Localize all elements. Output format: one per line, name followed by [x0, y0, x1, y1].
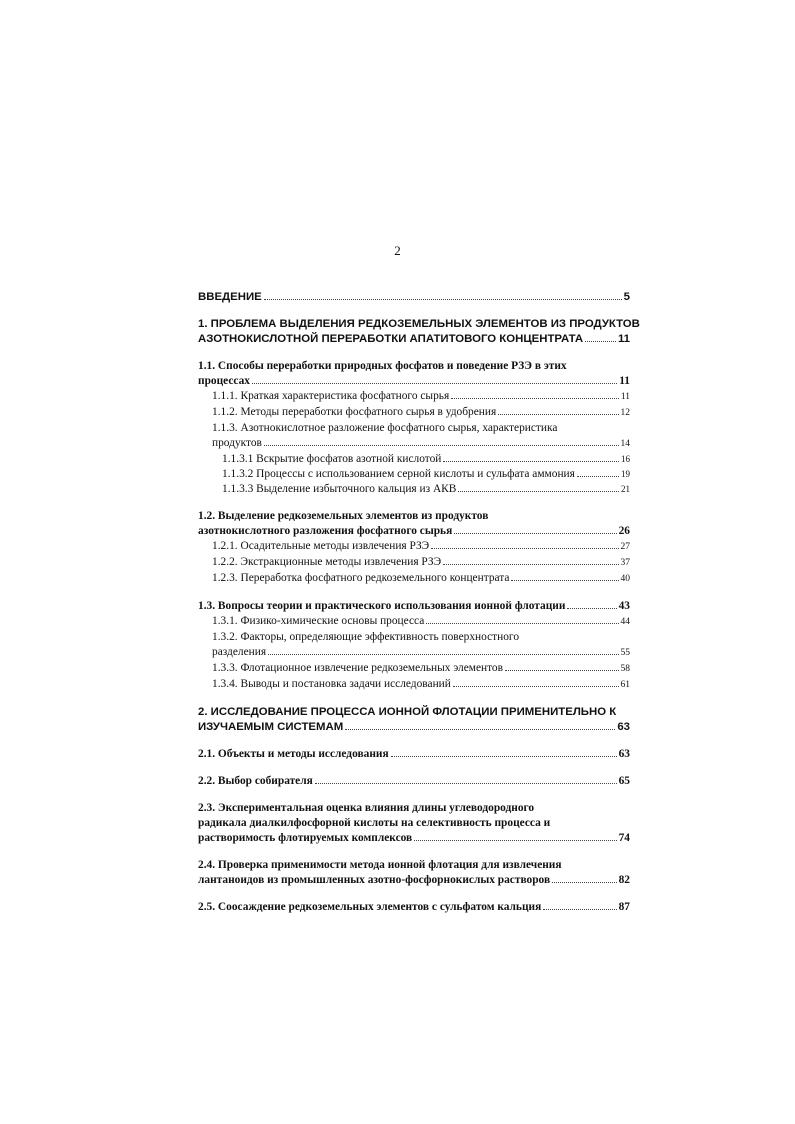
toc-page-number: 40 — [620, 574, 630, 584]
toc-leader-dots — [414, 840, 616, 841]
toc-entry-title: ВВЕДЕНИЕ — [198, 291, 262, 303]
toc-page-number: 44 — [620, 617, 630, 627]
toc-entry-title-line: 1.3.2. Факторы, определяющие эффективность поверхностного — [212, 631, 520, 643]
toc-entry[interactable] — [198, 774, 630, 789]
page-number: 2 — [394, 243, 401, 258]
toc-entry[interactable] — [198, 630, 630, 661]
toc-page-number: 37 — [620, 558, 630, 568]
toc-leader-dots — [511, 580, 618, 581]
toc-entry-title: 1.3. Вопросы теории и практического использования ионной флотации — [198, 600, 566, 612]
toc-page-number: 19 — [621, 469, 630, 479]
toc-page-number: 65 — [618, 775, 630, 787]
toc-entry-title: 2.1. Объекты и методы исследования — [198, 748, 389, 760]
toc-page-number: 61 — [620, 680, 630, 690]
toc-entry-title: 1.2.1. Осадительные методы извлечения РЗЭ — [212, 540, 430, 552]
toc-leader-dots — [252, 383, 617, 384]
toc-entry-title: 2.5. Соосаждение редкоземельных элементов с сульфатом кальция — [198, 901, 542, 913]
toc-entry-title: 1.3.3. Флотационное извлечение редкоземельных элементов — [212, 662, 504, 674]
toc-page-number: 11 — [619, 375, 630, 387]
toc-page-number: 11 — [617, 333, 630, 345]
toc-entry[interactable] — [198, 317, 640, 347]
toc-entry[interactable] — [198, 599, 630, 614]
toc-leader-dots — [426, 623, 618, 624]
toc-entry[interactable] — [198, 677, 630, 693]
toc-leader-dots — [451, 398, 619, 399]
toc-page-number: 11 — [620, 392, 630, 402]
toc-entry-title: 1.1.3.3 Выделение избыточного кальция из АКВ — [222, 483, 457, 495]
toc-entry-title-line: 2. ИССЛЕДОВАНИЕ ПРОЦЕССА ИОННОЙ ФЛОТАЦИИ ПРИМЕНИТЕЛЬНО К — [198, 706, 617, 718]
toc-entry[interactable] — [198, 405, 630, 421]
toc-page-number: 26 — [618, 525, 630, 537]
toc-entry[interactable] — [198, 482, 630, 497]
toc-page-number: 82 — [618, 874, 630, 886]
toc-leader-dots — [498, 414, 618, 415]
toc-leader-dots — [577, 476, 619, 477]
toc-entry[interactable] — [198, 661, 630, 677]
toc-entry-title: АЗОТНОКИСЛОТНОЙ ПЕРЕРАБОТКИ АПАТИТОВОГО КОНЦЕНТРАТА — [198, 333, 584, 345]
toc-entry[interactable] — [198, 389, 630, 405]
toc-leader-dots — [268, 654, 618, 655]
toc-entry-title: 1.1.3.2 Процессы с использованием серной кислоты и сульфата аммония — [222, 468, 575, 480]
toc-entry[interactable] — [198, 858, 630, 888]
toc-entry[interactable] — [198, 452, 630, 467]
toc-leader-dots — [454, 533, 616, 534]
toc-entry-title: 1.3.1. Физико-химические основы процесса — [212, 615, 425, 627]
toc-page-number: 14 — [620, 439, 630, 449]
toc-leader-dots — [345, 729, 615, 730]
toc-leader-dots — [458, 491, 619, 492]
toc-entry[interactable] — [198, 747, 630, 762]
toc-entry-title: 1.1.2. Методы переработки фосфатного сырья в удобрения — [212, 406, 497, 418]
toc-entry[interactable] — [198, 290, 630, 305]
toc-leader-dots — [264, 445, 619, 446]
toc-leader-dots — [567, 608, 616, 609]
toc-entry-title-line: 2.4. Проверка применимости метода ионной флотация для извлечения — [198, 859, 562, 871]
toc-leader-dots — [431, 548, 618, 549]
toc-page-number: 63 — [617, 721, 630, 733]
toc-entry-title-line: 1.1.3. Азотнокислотное разложение фосфатного сырья, характеристика — [212, 422, 558, 434]
toc-page-number: 43 — [618, 600, 630, 612]
toc-entry-title-line: радикала диалкилфосфорной кислоты на селективность процесса и — [198, 817, 551, 829]
toc-entry-title: процессах — [198, 375, 250, 387]
toc-leader-dots — [264, 299, 622, 300]
toc-leader-dots — [552, 882, 616, 883]
toc-entry[interactable] — [198, 359, 630, 389]
toc-leader-dots — [315, 783, 617, 784]
toc-entry-title-line: 2.3. Экспериментальная оценка влияния длины углеводородного — [198, 802, 535, 814]
toc-entry[interactable] — [198, 539, 630, 555]
toc-entry-title: 1.2.2. Экстракционные методы извлечения РЗЭ — [212, 556, 442, 568]
toc-leader-dots — [453, 686, 619, 687]
toc-page-number: 74 — [618, 832, 630, 844]
toc-page-number: 58 — [620, 664, 630, 674]
toc-leader-dots — [585, 341, 616, 342]
toc-entry-title: азотнокислотного разложения фосфатного сырья — [198, 525, 453, 537]
toc-entry-title: разделения — [212, 646, 267, 658]
toc-entry[interactable] — [198, 555, 630, 571]
toc-entry-title: лантаноидов из промышленных азотно-фосфорнокислых растворов — [198, 874, 551, 886]
toc-entry-title: 1.2.3. Переработка фосфатного редкоземельного концентрата — [212, 572, 510, 584]
toc-leader-dots — [543, 909, 616, 910]
toc-entry[interactable] — [198, 801, 630, 846]
toc-entry[interactable] — [198, 614, 630, 630]
toc-entry[interactable] — [198, 467, 630, 482]
toc-page-number: 63 — [618, 748, 630, 760]
toc-page-number: 12 — [620, 408, 630, 418]
toc-entry-title-line: 1. ПРОБЛЕМА ВЫДЕЛЕНИЯ РЕДКОЗЕМЕЛЬНЫХ ЭЛЕМЕНТОВ ИЗ ПРОДУКТОВ — [198, 318, 640, 330]
toc-page-number: 87 — [618, 901, 630, 913]
toc-page-number: 27 — [620, 542, 630, 552]
table-of-contents — [198, 290, 640, 915]
toc-leader-dots — [391, 756, 617, 757]
toc-entry-title-line: 1.2. Выделение редкоземельных элементов из продуктов — [198, 510, 489, 522]
toc-entry-title: ИЗУЧАЕМЫМ СИСТЕМАМ — [198, 721, 344, 733]
toc-entry[interactable] — [198, 900, 630, 915]
toc-page-number: 55 — [620, 648, 630, 658]
toc-leader-dots — [505, 670, 618, 671]
toc-leader-dots — [443, 461, 619, 462]
toc-entry[interactable] — [198, 571, 630, 587]
toc-entry[interactable] — [198, 705, 630, 735]
toc-entry-title: продуктов — [212, 437, 262, 449]
toc-entry-title: 1.3.4. Выводы и постановка задачи исследований — [212, 678, 451, 690]
toc-entry[interactable] — [198, 509, 630, 539]
toc-entry[interactable] — [198, 421, 630, 452]
toc-page-number: 5 — [623, 291, 630, 303]
toc-leader-dots — [443, 564, 618, 565]
toc-page-number: 16 — [621, 454, 630, 464]
toc-entry-title: 1.1.1. Краткая характеристика фосфатного сырья — [212, 390, 450, 402]
toc-entry-title-line: 1.1. Способы переработки природных фосфатов и поведение РЗЭ в этих — [198, 360, 567, 372]
toc-page-number: 21 — [621, 484, 630, 494]
toc-entry-title: 1.1.3.1 Вскрытие фосфатов азотной кислотой — [222, 453, 442, 465]
toc-entry-title: 2.2. Выбор собирателя — [198, 775, 313, 787]
toc-entry-title: растворимость флотируемых комплексов — [198, 832, 413, 844]
